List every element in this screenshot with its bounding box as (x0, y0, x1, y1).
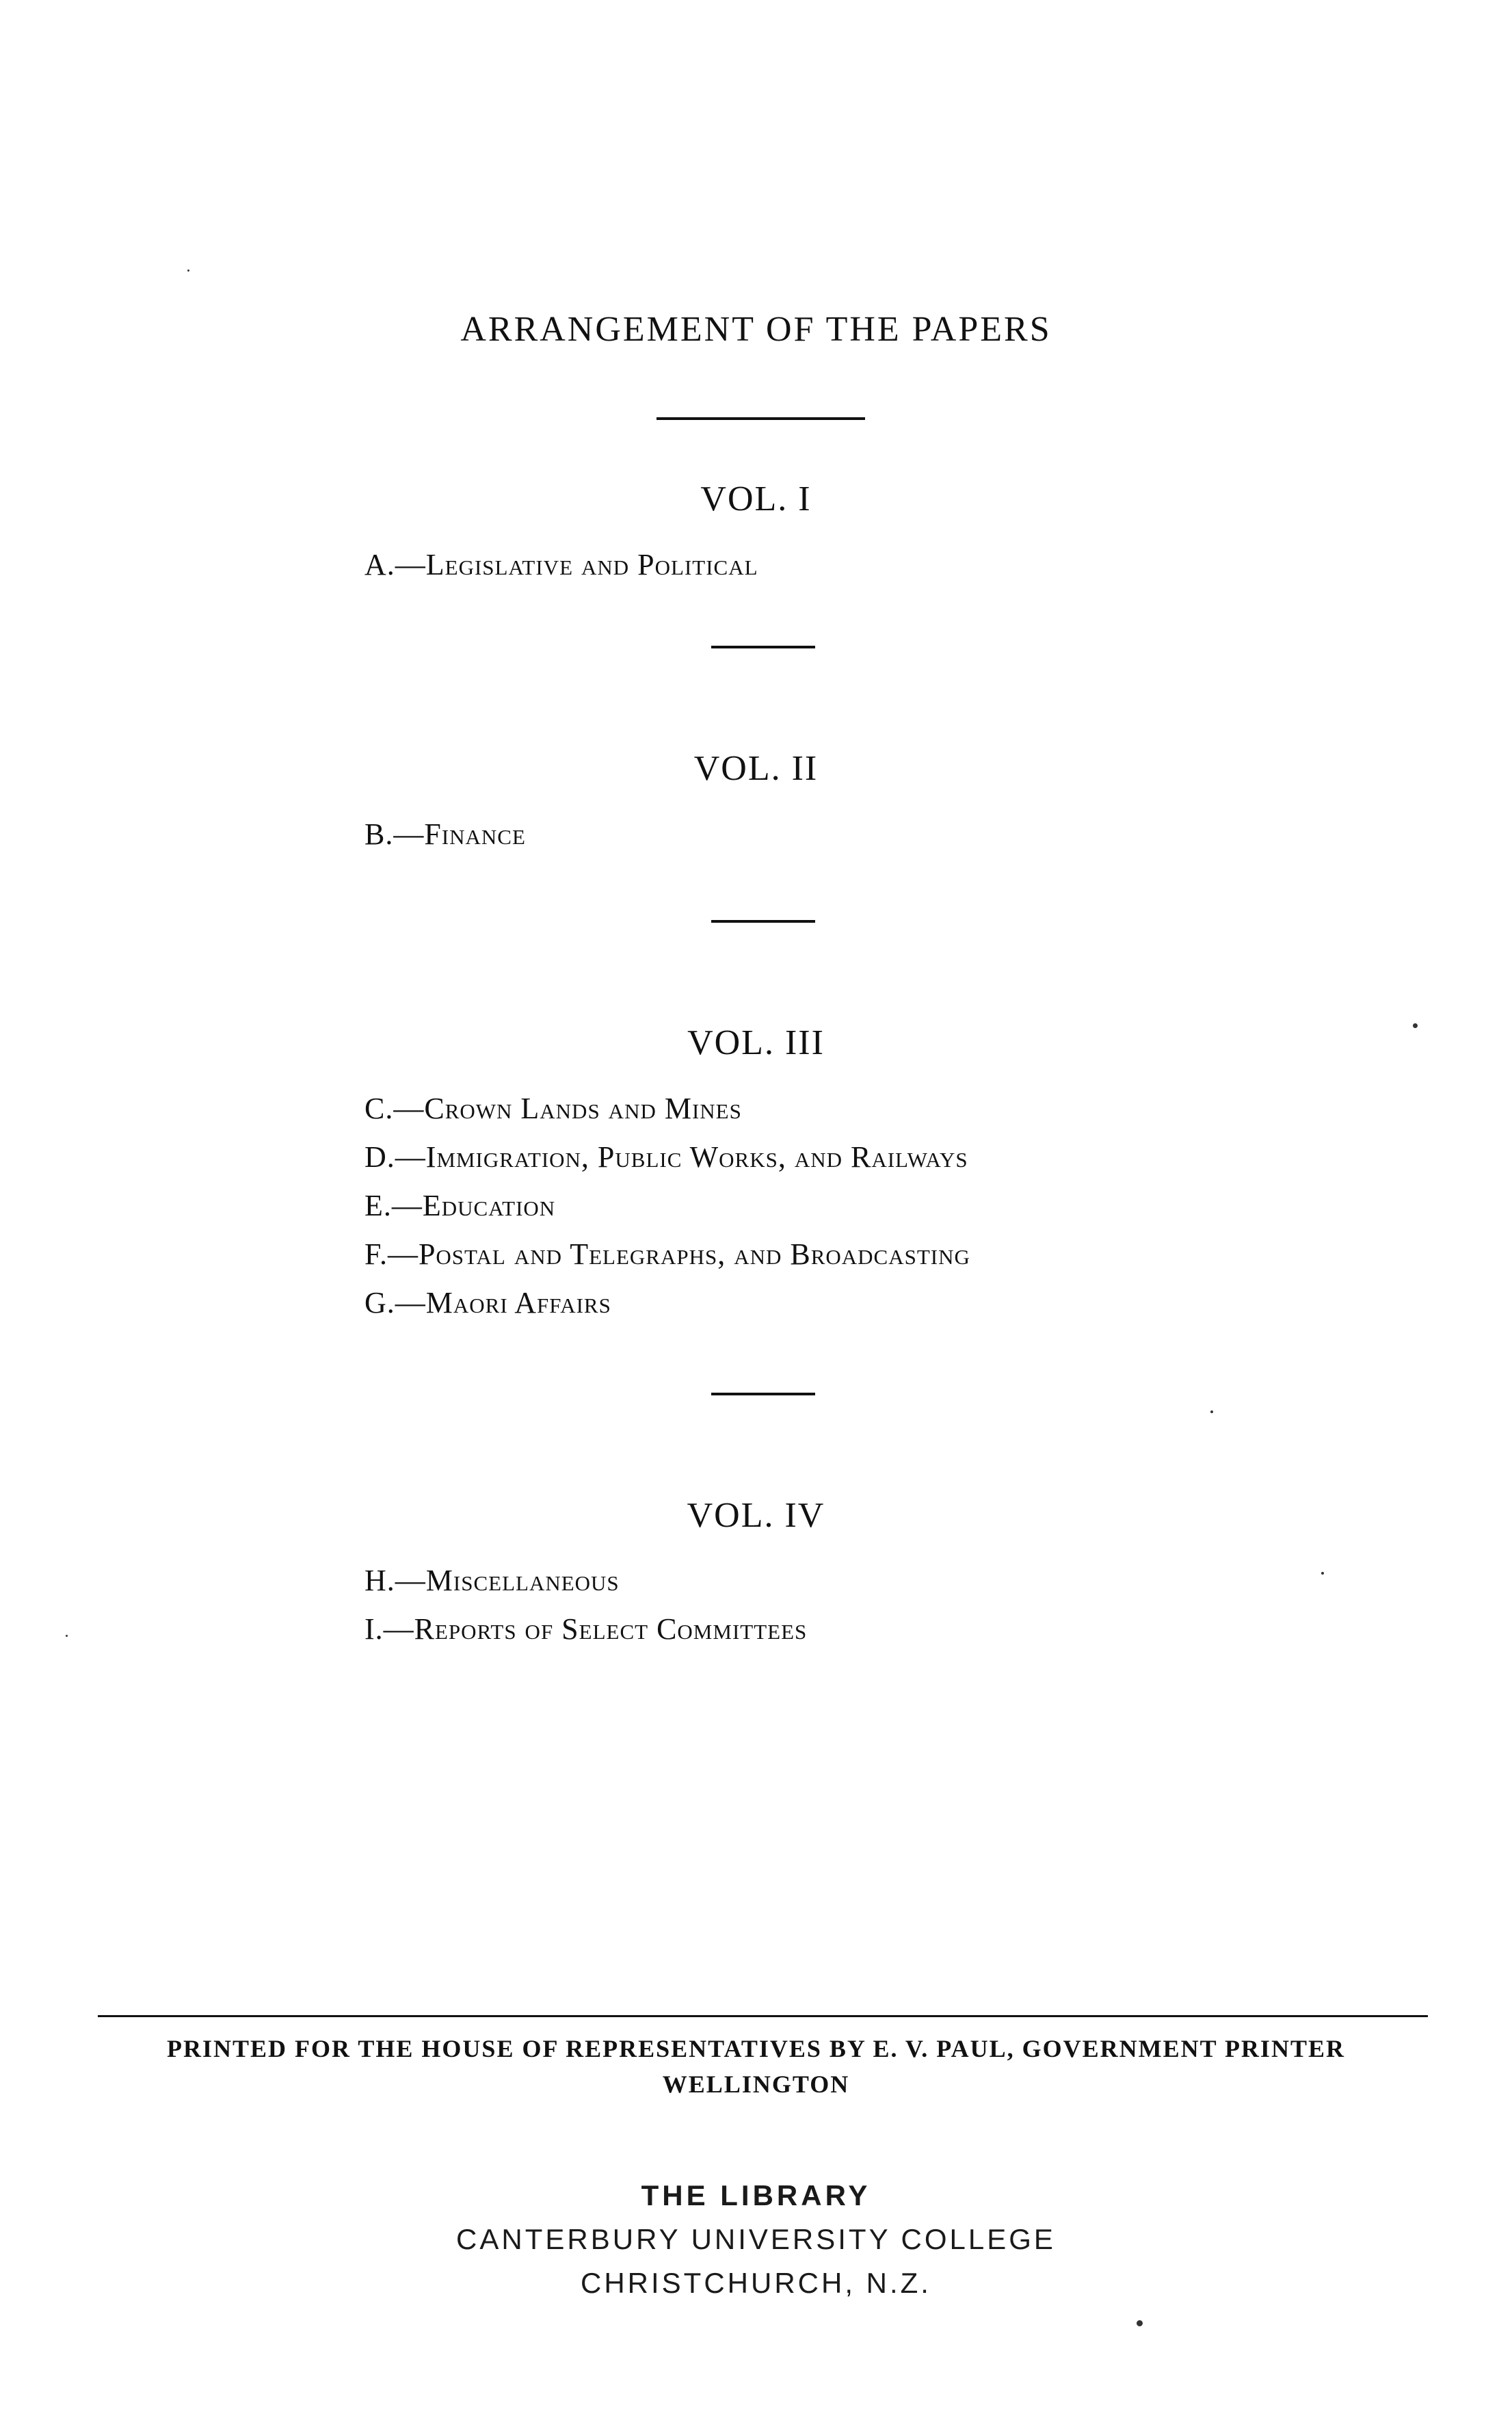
volume-4-entries (364, 1556, 807, 1653)
library-stamp-line-3: CHRISTCHURCH, N.Z. (581, 2267, 931, 2299)
printer-imprint: PRINTED FOR THE HOUSE OF REPRESENTATIVES BY E. V. PAUL, GOVERNMENT PRINTER (167, 2035, 1345, 2062)
volume-heading-4: VOL. IV (687, 1496, 825, 1535)
scan-speck (1210, 1410, 1213, 1413)
volume-1-entries (364, 540, 758, 589)
footer-rule (98, 2015, 1428, 2017)
volume-divider-1 (711, 646, 815, 648)
scan-speck (1413, 1023, 1418, 1028)
volume-heading-2: VOL. II (693, 749, 819, 788)
scan-speck (187, 270, 189, 272)
volume-heading-1: VOL. I (700, 479, 812, 518)
scan-speck (1321, 1572, 1324, 1575)
volume-2-entries (364, 810, 526, 858)
library-stamp-line-2: CANTERBURY UNIVERSITY COLLEGE (456, 2223, 1056, 2255)
library-stamp-line-1: THE LIBRARY (641, 2179, 871, 2211)
entry-e-education: E.—Education (364, 1189, 556, 1222)
scan-speck (1137, 2320, 1143, 2326)
entry-d-immigration: D.—Immigration, Public Works, and Railways (364, 1140, 968, 1174)
scan-speck (66, 1635, 68, 1637)
entry-i-select-committees: I.—Reports of Select Committees (364, 1612, 808, 1646)
volume-3-entries (364, 1084, 970, 1327)
entry-c-crown-lands: C.—Crown Lands and Mines (364, 1092, 742, 1125)
printer-city: WELLINGTON (662, 2071, 850, 2098)
title-divider (656, 417, 865, 420)
entry-h-miscellaneous: H.—Miscellaneous (364, 1564, 620, 1597)
entry-a-legislative: A.—Legislative and Political (364, 548, 758, 581)
library-stamp (0, 2174, 1512, 2305)
page-title: ARRANGEMENT OF THE PAPERS (460, 310, 1052, 349)
volume-divider-3 (711, 1393, 815, 1395)
volume-heading-3: VOL. III (687, 1023, 825, 1062)
volume-divider-2 (711, 920, 815, 923)
entry-g-maori-affairs: G.—Maori Affairs (364, 1286, 611, 1319)
entry-f-postal: F.—Postal and Telegraphs, and Broadcasting (364, 1237, 970, 1271)
entry-b-finance: B.—Finance (364, 817, 526, 851)
